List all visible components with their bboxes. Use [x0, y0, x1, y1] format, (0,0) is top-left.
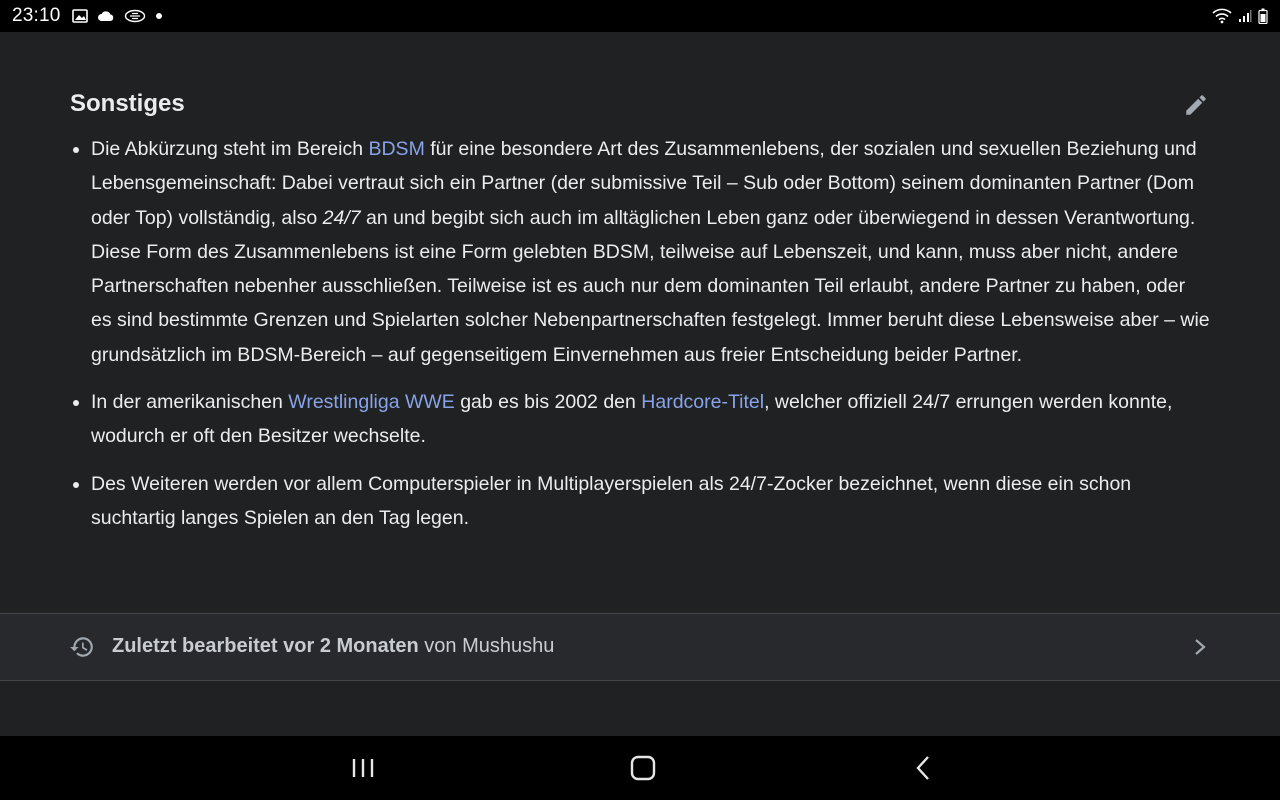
bullet-list	[70, 132, 1210, 548]
home-button[interactable]	[621, 750, 665, 786]
cloud-icon	[97, 10, 115, 22]
recent-apps-icon	[350, 756, 376, 780]
bullet-text: In der amerikanischen	[91, 391, 289, 414]
last-edited-author: von Mushushu	[418, 635, 555, 657]
battery-icon	[1258, 8, 1268, 24]
app-notification-icon	[124, 9, 146, 23]
list-item	[70, 385, 1210, 454]
edit-section-button[interactable]	[1181, 90, 1211, 120]
dot-icon	[155, 12, 163, 20]
status-icons-right	[1212, 0, 1268, 32]
status-time: 23:10	[12, 5, 61, 26]
link-hardcore-titel[interactable]: Hardcore-Titel	[641, 391, 765, 414]
recent-apps-button[interactable]	[341, 750, 385, 786]
list-item	[70, 132, 1210, 372]
image-icon	[72, 9, 88, 23]
bullet-text: gab es bis 2002 den	[454, 391, 642, 414]
navigation-bar	[0, 736, 1280, 800]
status-icons-left	[72, 9, 163, 23]
bullet-text: , welcher offiziell 24/7 errungen werden konnte, wodurch er oft den Besitzer wechselte.	[91, 391, 1173, 448]
wifi-icon	[1212, 8, 1232, 24]
back-icon	[913, 755, 933, 781]
article-content	[0, 32, 1280, 736]
history-icon	[69, 634, 95, 660]
divider	[0, 680, 1280, 681]
last-edited-bar[interactable]	[0, 614, 1280, 680]
signal-icon	[1238, 9, 1252, 23]
chevron-right-icon	[1189, 635, 1211, 659]
link-wrestlingliga-wwe[interactable]: Wrestlingliga WWE	[288, 391, 455, 414]
section-heading: Sonstiges	[70, 90, 185, 117]
home-icon	[630, 755, 656, 781]
last-edited-text	[112, 635, 554, 658]
status-bar	[0, 0, 1280, 32]
link-bdsm[interactable]: BDSM	[368, 138, 425, 160]
bullet-text: für eine besondere Art des Zusammenlebens, der sozialen und sexuellen Beziehung und Lebensgemeinschaft: Dabei vertraut sich ein Partner (der submissive Teil – Sub oder Bottom) seinem dominanten Partner (Dom oder Top) vollständig, also	[91, 138, 1197, 229]
back-button[interactable]	[901, 750, 945, 786]
bullet-text: an und begibt sich auch im alltäglichen Leben ganz oder überwiegend in dessen Verantwortung. Diese Form des Zusammenlebens ist eine Form gelebten BDSM, teilweise auf Lebenszeit, und kann, muss aber nicht, andere Partnerschaften nebenher ausschließen. Teilweise ist es auch nur dem dominanten Teil erlaubt, andere Partner zu haben, oder es sind bestimmte Grenzen und Spielarten solcher Nebenpartnerschaften festgelegt. Immer beruht diese Lebensweise aber – wie grundsätzlich im BDSM-Bereich – auf gegenseitigem Einvernehmen aus freier Entscheidung beider Partner.	[91, 206, 1210, 366]
bullet-text: Die Abkürzung steht im Bereich	[91, 138, 369, 160]
pencil-icon	[1183, 92, 1209, 118]
bullet-emphasis: 24/7	[322, 206, 361, 229]
last-edited-time: Zuletzt bearbeitet vor 2 Monaten	[112, 635, 419, 657]
list-item	[70, 467, 1210, 536]
bullet-text: Des Weiteren werden vor allem Computerspieler in Multiplayerspielen als 24/7-Zocker bezeichnet, wenn diese ein schon suchtartig langes Spielen an den Tag legen.	[91, 472, 1132, 529]
